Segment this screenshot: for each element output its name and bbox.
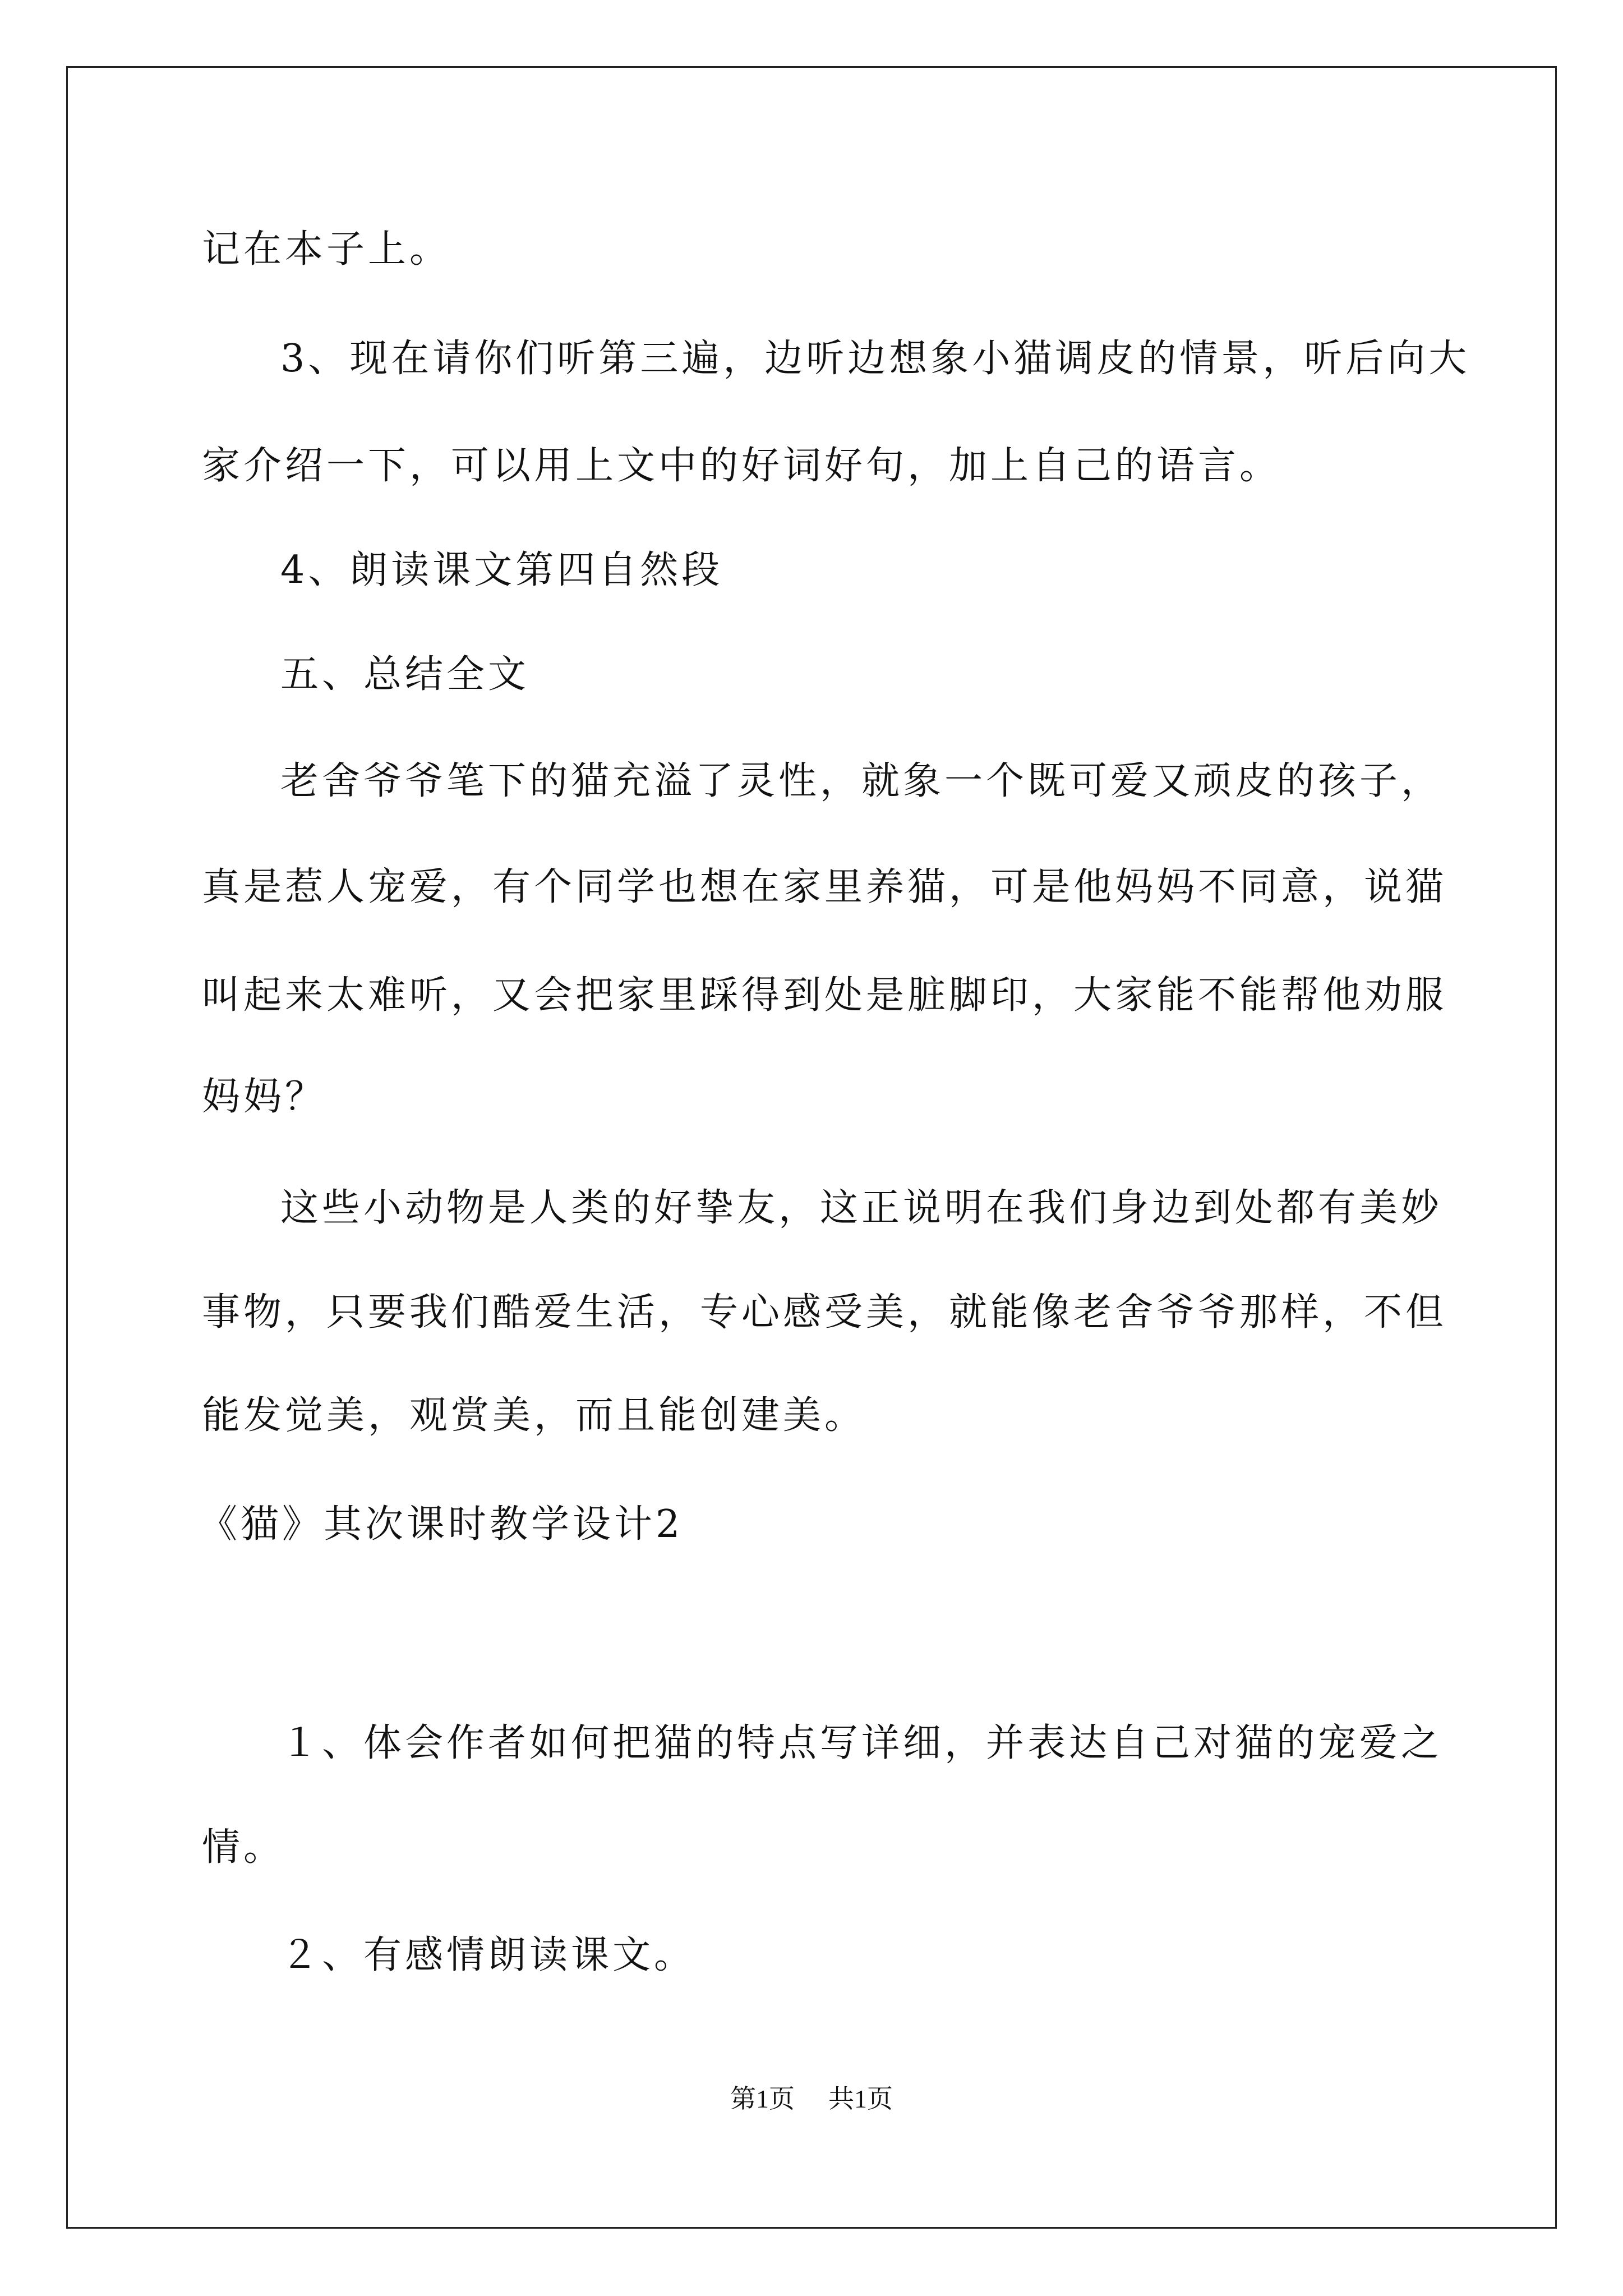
page-border (66, 66, 1557, 2229)
text-line-12: 能发觉美，观赏美，而且能创建美。 (202, 1393, 866, 1438)
text-line-9: 妈妈？ (202, 1075, 327, 1119)
text-line-11: 事物，只要我们酷爱生活，专心感受美，就能像老舍爷爷那样，不但 (202, 1290, 1447, 1335)
text-line-10: 这些小动物是人类的好挚友，这正说明在我们身边到处都有美妙 (280, 1186, 1443, 1230)
page-total: 共1页 (828, 2085, 893, 2113)
text-line-3: 家介绍一下，可以用上文中的好词好句，加上自己的语言。 (202, 444, 1281, 488)
text-line-14: １、体会作者如何把猫的特点写详细，并表达自己对猫的宠爱之 (280, 1721, 1443, 1765)
text-line-15: 情。 (202, 1825, 285, 1870)
text-line-7: 真是惹人宠爱，有个同学也想在家里养猫，可是他妈妈不同意，说猫 (202, 865, 1447, 909)
page-footer (0, 2082, 1623, 2116)
text-line-8: 叫起来太难听，又会把家里踩得到处是脏脚印，大家能不能帮他劝服 (202, 973, 1447, 1018)
text-line-16: ２、有感情朗读课文。 (280, 1933, 696, 1977)
page-number: 第1页 (730, 2085, 795, 2113)
text-line-4: 4、朗读课文第四自然段 (280, 548, 723, 592)
text-line-5: 五、总结全文 (280, 652, 530, 697)
section-heading: 《猫》其次课时教学设计2 (199, 1502, 684, 1547)
text-line-1: 记在本子上。 (202, 227, 451, 272)
text-line-6: 老舍爷爷笔下的猫充溢了灵性，就象一个既可爱又顽皮的孩子， (280, 759, 1443, 803)
text-line-2: 3、现在请你们听第三遍，边听边想象小猫调皮的情景，听后向大 (280, 337, 1470, 381)
